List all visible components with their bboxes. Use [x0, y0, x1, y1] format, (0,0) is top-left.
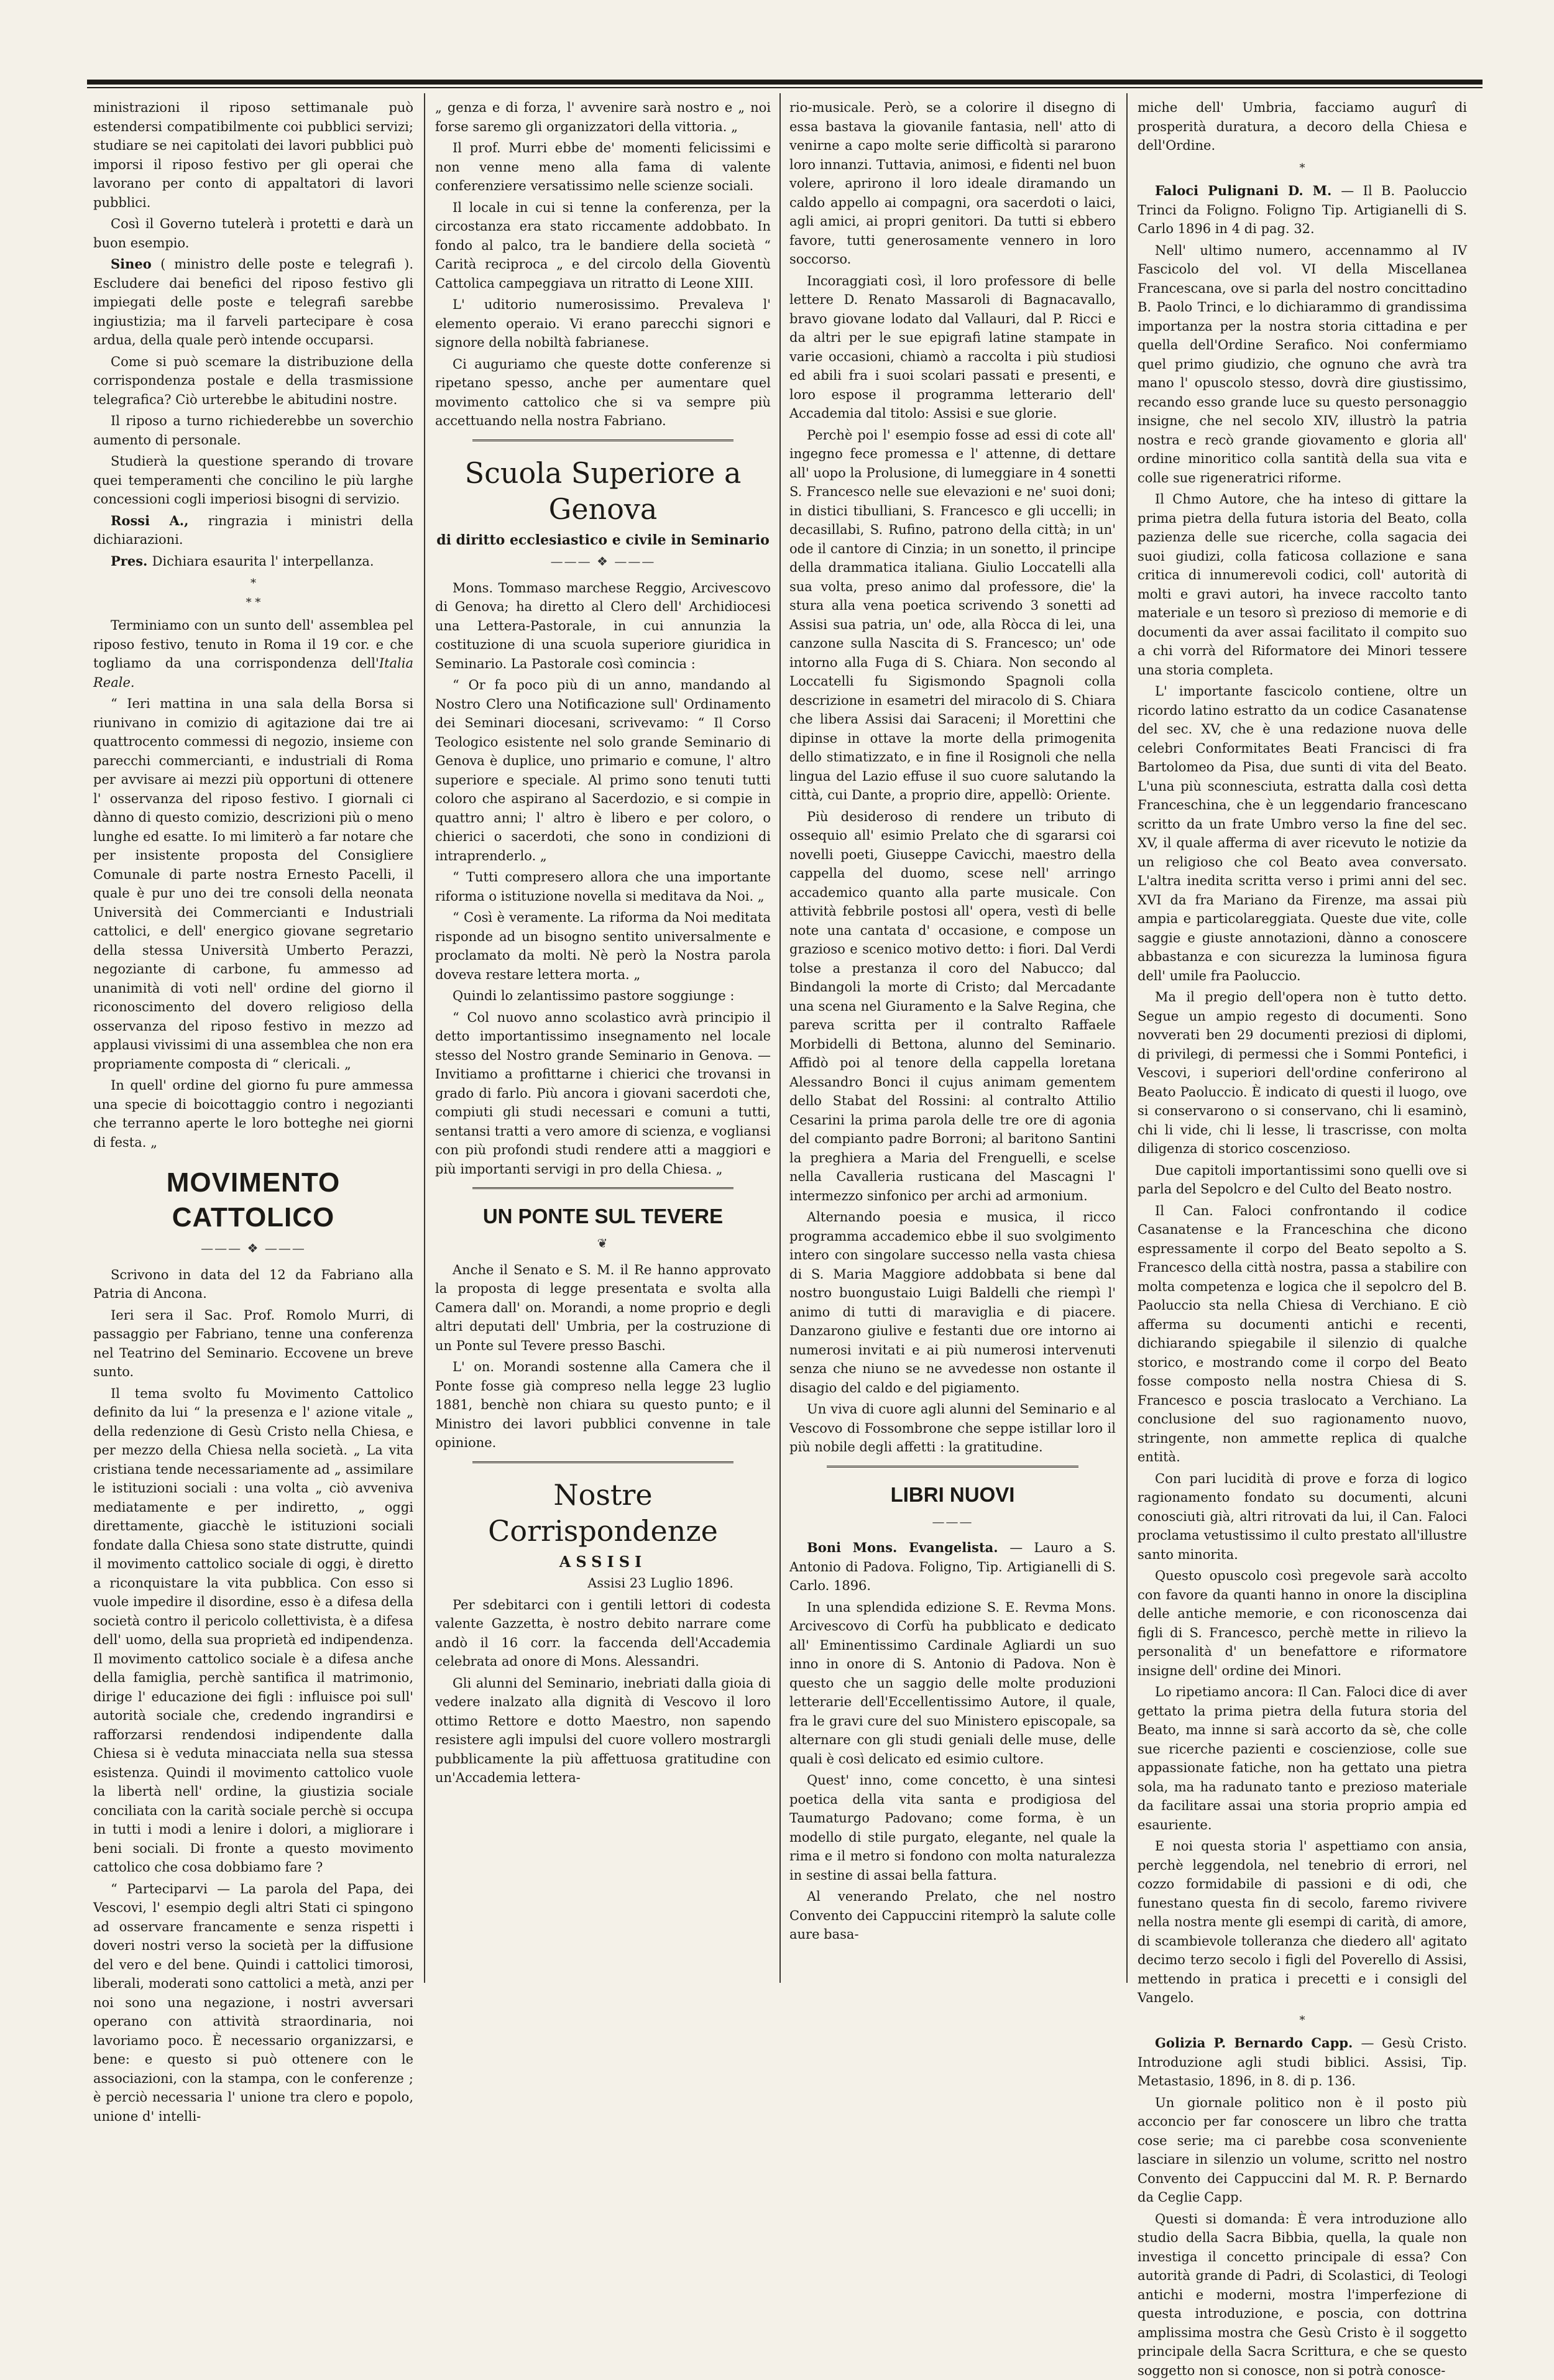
paragraph-text: In una splendida edizione S. E. Revma Mons. Arcivescovo di Corfù ha pubblicato e dedicato all' Eminentissimo Cardinale Agliardi un suo inno in onore di S. Antonio di Padova. Non è questo che un saggio delle molte produzioni letterarie dell'Eccellentissimo Autore, il quale, fra le gravi cure del suo Ministero episcopale, sa alternare con gli studi geniali delle muse, delle quali è così delicato ed esimio cultore.: [789, 1600, 1116, 1767]
paragraph-text: ( ministro delle poste e telegrafi ). Escludere dai benefici del riposo festivo gli impiegati delle poste e telegrafi sarebbe ingiustizia; ma il farveli partecipare è cosa ardua, della quale però intende occuparsi.: [93, 257, 413, 347]
article-paragraph: [435, 1596, 771, 1671]
paragraph-text: rio-musicale. Però, se a colorire il disegno di essa bastava la giovanile fantasia, nell' atto di venirne a capo molte serie difficoltà si pararono loro innanzi. Tuttavia, animosi, e fidenti nel buon volere, aprirono il loro ideale diramando un caldo appello ai compagni, ora sacerdoti o laici, agli amici, ai propri genitori. Da tutti si ebbero favore, tutti generosamente vennero in loro soccorso.: [789, 100, 1116, 267]
article-paragraph: [93, 452, 413, 509]
article-paragraph: [93, 98, 413, 212]
ornament-icon: ❦: [435, 1234, 771, 1253]
paragraph-text: — Lauro a S. Antonio di Padova. Foligno, Tip. Artigianelli di S. Carlo. 1896.: [789, 1540, 1116, 1593]
paragraph-text: Un giornale politico non è il posto più acconcio per far conoscere un libro che tratta cose serie; ma ci parebbe cosa sconveniente lasciare in silenzio un volume, scritto nel nostro Convento dei Cappuccini dal M. R. P. Bernardo da Ceglie Capp.: [1138, 2095, 1467, 2205]
paragraph-text: Al venerando Prelato, che nel nostro Convento dei Cappuccini ritemprò la salute colle aure basa-: [789, 1889, 1116, 1942]
column-divider: [1126, 93, 1128, 1983]
section-divider: [472, 1187, 733, 1189]
section-heading: MOVIMENTO CATTOLICO: [93, 1165, 413, 1235]
section-heading: Scuola Superiore a Genova: [435, 455, 771, 527]
article-paragraph: [789, 1400, 1116, 1457]
section-heading: LIBRI NUOVI: [789, 1481, 1116, 1509]
article-paragraph: [789, 1771, 1116, 1885]
column-1: [93, 98, 413, 1975]
paragraph-text: Alternando poesia e musica, il ricco programma accademico ebbe il suo svolgimento intero con singolare successo nella vasta chiesa di S. Maria Maggiore addobbata si bene dal nostro buongustaio Luigi Baldelli che riempì l' animo di tutti di maraviglia e di piacere. Danzarono giulive e festanti due ore intorno ai numerosi invitati e ai più numerosi intervenuti senza che niuno se ne avvedesse non ostante il disagio del caldo e del pigiamento.: [789, 1210, 1116, 1395]
paragraph-text: Ci auguriamo che queste dotte conferenze si ripetano spesso, anche per aumentare quel movimento cattolico che si va sempre più accettuando nella nostra Fabriano.: [435, 357, 771, 429]
paragraph-text: Incoraggiati così, il loro professore di belle lettere D. Renato Massaroli di Bagnacavallo, bravo giovane lodato dal Vallauri, dal P. Ricci e da altri per le sue epigrafi latine stampate in varie occasioni, chiamò a raccolta i più studiosi ed abili fra i suoi scolari passati e presenti, e loro espose il programma letterario dell' Accademia dal titolo: Assisi e sue glorie.: [789, 273, 1116, 421]
article-paragraph: [93, 694, 413, 1073]
paragraph-text: Terminiamo con un sunto dell' assemblea pel riposo festivo, tenuto in Roma il 19 cor. e che togliamo da una corrispondenza dell': [93, 618, 413, 671]
article-paragraph: [789, 98, 1116, 269]
column-4: [1138, 98, 1467, 1975]
article-paragraph: [435, 676, 771, 865]
paragraph-text: Il riposo a turno richiederebbe un soverchio aumento di personale.: [93, 413, 413, 448]
article-paragraph: [435, 1008, 771, 1179]
asterism-separator: *: [1138, 159, 1467, 178]
article-paragraph: [1138, 241, 1467, 488]
paragraph-text: E noi questa storia l' aspettiamo con ansia, perchè leggendola, nel tenebrio di errori, nel cozzo formidabile di passioni e di odi, che funestano questa fin di secolo, faremo rivivere nella nostra mente gli esempi di carità, di amore, di scambievole tolleranza che diedero all' agitato decimo terzo secolo i figli del Poverello di Assisi, mettendo in pratica i precetti e i consigli del Vangelo.: [1138, 1839, 1467, 2005]
section-divider: [827, 1466, 1078, 1468]
paragraph-text: Perchè poi l' esempio fosse ad essi di cote all' ingegno fece promessa e l' attenne, di dettare all' uopo la Prolusione, di lumeggiare in 4 sonetti S. Francesco nelle sue elevazioni e ne' suoi doni; in distici tibulliani, S. Francesco e gli uccelli; in decasillabi, S. Rufino, patrono della città; in un' ode il cantore di Cinzia; in un sonetto, il principe della drammatica italiana. Giulio Loccatelli alla sua volta, preso animo dal professore, die' la stura alla vena poetica scrivendo 3 sonetti ad Assisi sua patria, un' ode, alla Ròcca di lei, una canzone sulla Nascita di S. Francesco; un' ode intorno alla Fuga di S. Chiara. Non secondo al Loccatelli fu Sigismondo Spagnoli colla descrizione in esametri del miracolo di S. Chiara che libera Assisi dai Saraceni; il Morettini che dipinse in ottave la morte della primogenita dello stimatizzato, e in fine il Rosignoli che nella lingua del Lazio effuse il suo cuore salutando la città, cui Dante, a proprio dire, appellò: Oriente.: [789, 428, 1116, 803]
paragraph-text: Con pari lucidità di prove e forza di logico ragionamento fondato su documenti, alcuni conosciuti già, altri ritrovati da lui, il Can. Faloci proclama vetustissimo il culto prestato all'illustre santo minorita.: [1138, 1471, 1467, 1562]
paragraph-text: “ Così è veramente. La riforma da Noi meditata risponde ad un bisogno sentito universalmente e proclamato da molti. Nè però la Nostra parola doveva restare lettera morta. „: [435, 910, 771, 982]
article-paragraph: [93, 1076, 413, 1152]
section-heading: UN PONTE SUL TEVERE: [435, 1203, 771, 1230]
top-rule: [87, 80, 1483, 85]
article-paragraph: [789, 1538, 1116, 1596]
article-paragraph: [93, 1266, 413, 1303]
section-divider: [472, 439, 733, 441]
article-paragraph: [789, 1208, 1116, 1397]
paragraph-text: L' on. Morandi sostenne alla Camera che il Ponte fosse già compreso nella legge 23 luglio 1881, benchè non chiara su questo punto; e il Ministro dei lavori pubblici convenne in tale opinione.: [435, 1359, 771, 1450]
paragraph-text: Il Can. Faloci confrontando il codice Casanatense e la Franceschina che dicono espressamente il corpo del Beato sepolto a S. Francesco della città nostra, passa a stabilire con molta competenza e logica che il sepolcro del B. Paoluccio sta nella Chiesa di Verchiano. E ciò afferma su documenti antichi e recenti, dichiarando spiegabile il silenzio di qualche storico, e mostrando come il corpo del Beato fosse composto nella nostra Chiesa di S. Francesco e poscia traslocato a Verchiano. La conclusione del suo ragionamento nuovo, stringente, non ammette replica di qualche entità.: [1138, 1203, 1467, 1465]
paragraph-text: Il prof. Murri ebbe de' momenti felicissimi e non venne meno alla fama di valente conferenziere versatissimo nelle scienze sociali.: [435, 140, 771, 193]
article-paragraph: [789, 1598, 1116, 1769]
article-paragraph: [435, 1261, 771, 1356]
paragraph-text: Nell' ultimo numero, accennammo al IV Fascicolo del vol. VI della Miscellanea Francescana, ove si parla del nostro concittadino B. Paolo Trinci, e lo dichiarammo di grandissima importanza per la nostra storia cittadina e per quella dell'Ordine Serafico. Noi confermiamo quel primo giudizio, che ognuno che avrà tra mano l' opuscolo stesso, dovrà dire giustissimo, recando esso grande luce su questo personaggio insigne, che nel secolo XIV, illustrò la patria nostra e recò grande giovamento e gloria all' ordine minoritico colla santità della sua vita e colle sue rigeneratrici riforme.: [1138, 243, 1467, 485]
paragraph-text: Questo opuscolo così pregevole sarà accolto con favore da quanti hanno in onore la disciplina delle antiche memorie, e con riconoscenza dai figli di S. Francesco, perchè mette in rilievo la personalità d' un benefattore e riformatore insigne dell' ordine dei Minori.: [1138, 1568, 1467, 1678]
paragraph-text: Il locale in cui si tenne la conferenza, per la circostanza era stato riccamente addobbato. In fondo al palco, tra le bandiere della società “ Carità reciproca „ e del circolo della Gioventù Cattolica campeggiava un ritratto di Leone XIII.: [435, 200, 771, 291]
article-paragraph: [93, 411, 413, 449]
section-subheading: di diritto ecclesiastico e civile in Seminario: [435, 531, 771, 550]
article-paragraph: [1138, 2210, 1467, 2380]
paragraph-text: Gli alunni del Seminario, inebriati dalla gioia di vedere inalzato alla dignità di Vescovo il loro ottimo Rettore e dotto Maestro, non sapendo resistere agli impulsi del cuore vollero mostrargli pubblicamente la più affettuosa gratitudine con un'Accademia lettera-: [435, 1676, 771, 1786]
asterism-separator: *: [1138, 2011, 1467, 2031]
article-paragraph: [93, 1306, 413, 1382]
article-paragraph: [93, 1384, 413, 1877]
article-paragraph: [93, 1880, 413, 2126]
article-paragraph: [789, 272, 1116, 423]
paragraph-text: „ genza e di forza, l' avvenire sarà nostro e „ noi forse saremo gli organizzatori della vittoria. „: [435, 100, 771, 134]
paragraph-text: ringrazia i ministri della dichiarazioni.: [93, 513, 413, 548]
dateline-date: Assisi 23 Luglio 1896.: [435, 1574, 733, 1593]
paragraph-text: Mons. Tommaso marchese Reggio, Arcivescovo di Genova; ha diretto al Clero dell' Archidiocesi una Lettera-Pastorale, in cui annunzia la costituzione di una scuola superiore giuridica in Seminario. La Pastorale così comincia :: [435, 581, 771, 671]
paragraph-text: Ma il pregio dell'opera non è tutto detto. Segue un ampio regesto di documenti. Sono novverati ben 29 documenti preziosi di diplomi, di privilegi, di permessi che i Sommi Pontefici, i Vescovi, i superiori dell'ordine conferirono al Beato Paoluccio. È indicato di questi il luogo, ove si conservarono o si conservano, chi li esaminò, chi li vide, chi li lesse, li trascrisse, con molta diligenza di storico coscenzioso.: [1138, 990, 1467, 1156]
paragraph-text: ministrazioni il riposo settimanale può estendersi compatibilmente coi pubblici servizi; studiare se nei capitolati dei lavori pubblici può imporsi il riposo festivo per gli operai che lavorano per conto di appaltatori di lavori pubblici.: [93, 100, 413, 210]
paragraph-text: “ Tutti compresero allora che una importante riforma o istituzione novella si meditava da Noi. „: [435, 870, 771, 904]
paragraph-text: Ieri sera il Sac. Prof. Romolo Murri, di passaggio per Fabriano, tenne una conferenza nel Teatrino del Seminario. Eccovene un breve sunto.: [93, 1308, 413, 1380]
section-heading: Nostre Corrispondenze: [435, 1477, 771, 1549]
column-2: [435, 98, 771, 1975]
ornament-icon: ——— ❖ ———: [435, 552, 771, 571]
paragraph-text: L' importante fascicolo contiene, oltre un ricordo latino estratto da un codice Casanatense del sec. XV, che è una redazione nuova delle celebri Conformitates Beati Francisci di fra Bartolomeo da Pisa, due sunti di vita del Beato. L'una più sconnesciuta, estratta dalla così detta Franceschina, che è un leggendario francescano scritto da un frate Umbro verso la fine del sec. XV, il quale afferma di aver ricevuto le notizie da un religioso che col Beato avea conversato. L'altra inedita scritta verso i primi anni del sec. XVI da fra Mariano da Firenze, ma assai più ampia e particolareggiata. Queste due vite, colle saggie e giuste annotazioni, dànno a conoscere abbastanza e con sicurezza la luminosa figura dell' umile fra Paoluccio.: [1138, 684, 1467, 983]
article-paragraph: [435, 868, 771, 906]
article-paragraph: [93, 214, 413, 252]
article-paragraph: [789, 807, 1116, 1206]
article-paragraph: [93, 352, 413, 410]
article-paragraph: [1138, 2034, 1467, 2091]
article-paragraph: [435, 1674, 771, 1788]
article-paragraph: [789, 1887, 1116, 1944]
article-paragraph: [1138, 1161, 1467, 1199]
paragraph-text: Quindi lo zelantissimo pastore soggiunge :: [453, 988, 734, 1003]
paragraph-text: Due capitoli importantissimi sono quelli ove si parla del Sepolcro e del Culto del Beato nostro.: [1138, 1163, 1467, 1197]
paragraph-text: “ Or fa poco più di un anno, mandando al Nostro Clero una Notificazione sull' Ordinamento dei Seminari diocesani, scrivevamo: “ Il Corso Teologico esistente nel solo grande Seminario di Genova è duplice, uno primario e comune, l' altro superiore e speciale. Al primo sono tenuti tutti coloro che aspirano al Sacerdozio, e si compie in quattro anni; l' altro è libero e per coloro, o chierici o sacerdoti, che sono in condizioni di intraprenderlo. „: [435, 678, 771, 863]
publication-name: Italia Reale.: [93, 656, 413, 690]
column-divider: [424, 93, 425, 1983]
article-paragraph: [435, 355, 771, 431]
article-paragraph: [1138, 1566, 1467, 1680]
paragraph-text: Lo ripetiamo ancora: Il Can. Faloci dice di aver gettato la prima pietra della futura storia del Beato, ma innne si sarà accorto da sè, che colle sue ricerche pazienti e coscienziose, colle sue appassionate fatiche, non ha gettato una pietra sola, ma ha radunato tanto e prezioso materiale da facilitare assai una storia proprio ampia ed esauriente.: [1138, 1684, 1467, 1832]
paragraph-text: miche dell' Umbria, facciamo augurî di prosperità duratura, a decoro della Chiesa e dell'Ordine.: [1138, 100, 1467, 153]
column-divider: [779, 93, 781, 1983]
author-name: Pres.: [111, 553, 152, 569]
article-paragraph: [435, 98, 771, 136]
article-paragraph: [435, 139, 771, 196]
author-name: Boni Mons. Evangelista.: [807, 1540, 1009, 1555]
paragraph-text: In quell' ordine del giorno fu pure ammessa una specie di boicottaggio contro i negozianti che terranno aperte le loro botteghe nei giorni di festa. „: [93, 1078, 413, 1150]
article-paragraph: [1138, 2093, 1467, 2207]
paragraph-text: L' uditorio numerosissimo. Prevaleva l' elemento operaio. Vi erano parecchi signori e signore della nobiltà fabrianese.: [435, 297, 771, 350]
article-paragraph: [93, 255, 413, 350]
top-rule-thin: [87, 87, 1483, 88]
article-paragraph: [435, 198, 771, 293]
paragraph-text: Così il Governo tutelerà i protetti e darà un buon esempio.: [93, 216, 413, 250]
author-name: Rossi A.,: [111, 513, 208, 528]
paragraph-text: Scrivono in data del 12 da Fabriano alla Patria di Ancona.: [93, 1267, 413, 1302]
paragraph-text: Anche il Senato e S. M. il Re hanno approvato la proposta di legge presentata e svolta alla Camera dall' on. Morandi, a nome proprio e degli altri deputati dell' Umbria, per la costruzione di un Ponte sul Tevere presso Baschi.: [435, 1262, 771, 1353]
paragraph-text: Quest' inno, come concetto, è una sintesi poetica della vita santa e prodigiosa del Taumaturgo Padovano; come forma, è un modello di stile purgato, elegante, nel quale la rima e il metro si fondono con molta naturalezza in sestine di assai bella fattura.: [789, 1773, 1116, 1883]
author-name: Golizia P. Bernardo Capp.: [1155, 2035, 1361, 2051]
article-paragraph: [435, 579, 771, 674]
article-paragraph: [1138, 98, 1467, 155]
paragraph-text: “ Col nuovo anno scolastico avrà principio il detto importantissimo insegnamento nel locale stesso del Nostro grande Seminario in Genova. — Invitiamo a profittarne i chierici che trovansi in grado di farlo. Più ancora i giovani sacerdoti che, compiuti gli studi necessari e comuni a tutti, sentansi tratti a vero amore di scienza, e vogliansi con più profondi studi rendere atti a maggiori e più importanti servigi in pro della Chiesa. „: [435, 1010, 771, 1177]
article-paragraph: [93, 552, 413, 571]
paragraph-text: Questi si domanda: È vera introduzione allo studio della Sacra Bibbia, quella, la quale non investiga il concetto principale di essa? Con autorità grande di Padri, di Scolastici, di Teologi antichi e moderni, mostra l'imperfezione di questa introduzione, e poscia, con dottrina amplissima mostra che Gesù Cristo è il soggetto principale della Sacra Scrittura, e che se questo soggetto non si conosce, non si potrà conosce-: [1138, 2212, 1467, 2378]
paragraph-text: Per sdebitarci con i gentili lettori di codesta valente Gazzetta, è nostro debito narrare come andò il 16 corr. la faccenda dell'Accademia celebrata ad onore di Mons. Alessandri.: [435, 1597, 771, 1670]
dateline-place: ASSISI: [435, 1553, 771, 1572]
page-header-bleedthrough: [559, 55, 995, 70]
paragraph-text: Studierà la questione sperando di trovare quei temperamenti che concilino le più larghe concessioni cogli imperiosi bisogni di servizio.: [93, 454, 413, 507]
section-divider: [472, 1461, 733, 1463]
article-paragraph: [1138, 1683, 1467, 1834]
paragraph-text: Il Chmo Autore, che ha inteso di gittare la prima pietra della futura istoria del Beato, colla pazienza delle sue ricerche, colla sagacia dei suoi giudizi, colla faticosa collazione e sana critica di innumerevoli codici, coll' autorità di molti e gravi autori, ha invece raccolto tanto materiale e un tesoro sì prezioso di memorie e di documenti da aver assai facilitato il compito suo a chi vorrà del Riformatore dei Minori tessere una storia completa.: [1138, 492, 1467, 678]
paragraph-text: — Il B. Paoluccio Trinci da Foligno. Foligno Tip. Artigianelli di S. Carlo 1896 in 4 di pag. 32.: [1138, 183, 1467, 236]
article-paragraph: [93, 512, 413, 549]
article-paragraph: [435, 1358, 771, 1453]
author-name: Faloci Pulignani D. M.: [1155, 183, 1341, 198]
paragraph-text: Dichiara esaurita l' interpellanza.: [152, 554, 374, 569]
article-paragraph: [1138, 1837, 1467, 2008]
paragraph-text: — Gesù Cristo. Introduzione agli studi biblici. Assisi, Tip. Metastasio, 1896, in 8. di p. 136.: [1138, 2036, 1467, 2088]
column-3: [789, 98, 1116, 1975]
ornament-icon: ———: [789, 1512, 1116, 1532]
asterism-separator: * * *: [93, 574, 413, 612]
paragraph-text: “ Ieri mattina in una sala della Borsa si riunivano in comizio di agitazione dai tre ai quattrocento commessi di negozio, insieme con parecchi commercianti, e industriali di Roma per avvisare ai mezzi più opportuni di ottenere l' osservanza del riposo festivo. I giornali ci dànno di questo comizio, descrizioni più o meno lunghe ed esatte. Io mi limiterò a far notare che per insistente proposta del Consigliere Comunale di parte nostra Ernesto Pacelli, il quale è pur uno dei tre consoli della neonata Università dei Commercianti e Industriali cattolici, e dell' energico giovane segretario della stessa Università Umberto Perazzi, negoziante di carbone, fu ammesso ad unanimità di voti nell' ordine del giorno il riconoscimento del dovero religioso della osservanza del riposo festivo in mezzo ad applausi vivissimi di una assemblea che non era propriamente composta di “ clericali. „: [93, 696, 413, 1072]
article-paragraph: [1138, 490, 1467, 679]
paragraph-text: “ Parteciparvi — La parola del Papa, dei Vescovi, l' esempio degli altri Stati ci spingono ad osservare francamente e senza rispetti i doveri nostri verso la società per la diffusione del vero e del bene. Quindi i cattolici timorosi, liberali, moderati sono cattolici a metà, anzi per noi sono una negazione, i nostri avversari operano con attività straordinaria, noi lavoriamo poco. È necessario organizzarsi, e bene: e questo si può ottenere con le associazioni, con la stampa, con le conferenze ; è perciò necessaria l' unione tra clero e popolo, unione d' intelli-: [93, 1881, 413, 2124]
paragraph-text: Più desideroso di rendere un tributo di ossequio all' esimio Prelato che di sgararsi coi novelli poeti, Giuseppe Cavicchi, maestro della cappella del duomo, scese nell' arringo accademico quanto alla parte musicale. Con attività febbrile postosi all' opera, vestì di belle note una cantata d' occasione, e compose un grazioso e scenico motivo detto: i fiori. Dal Verdi tolse a prestanza il coro del Nabucco; dal Bindangoli la morte di Cristo; dal Mercadante una scena nel Giuramento e la Salve Regina, che pareva scritta per il contralto Raffaele Morbidelli di Bettona, alunno del Seminario. Affidò poi al tenore della cappella loretana Alessandro Bonci il cujus animam gementem dello Stabat del Rossini: al contralto Attilio Cesarini la prima parola delle tre ore di agonia del compianto padre Borroni; al baritono Santini la preghiera a Maria del Frenguelli, e scelse nella Cavalleria rusticana del Mascagni l' intermezzo sinfonico per archi ad armonium.: [789, 809, 1116, 1203]
article-paragraph: [1138, 682, 1467, 985]
paragraph-text: Come si può scemare la distribuzione della corrispondenza postale e della trasmissione telegrafica? Ciò urterebbe le abitudini nostre.: [93, 354, 413, 407]
paragraph-text: Un viva di cuore agli alunni del Seminario e al Vescovo di Fossombrone che seppe istillar loro il più nobile degli affetti : la gratitudine.: [789, 1402, 1116, 1454]
article-paragraph: [435, 295, 771, 352]
article-paragraph: [93, 616, 413, 692]
article-paragraph: [1138, 1469, 1467, 1564]
ornament-icon: ——— ❖ ———: [93, 1239, 413, 1258]
article-paragraph: [1138, 988, 1467, 1159]
paragraph-text: Il tema svolto fu Movimento Cattolico definito da lui “ la presenza e l' azione vitale „ della redenzione di Gesù Cristo nella Chiesa, e per mezzo della Chiesa nella società. „ La vita cristiana tende necessariamente ad „ assimilare le istituzioni sociali : una volta „ ciò avveniva mediatamente e per indiretto, „ oggi direttamente, giacchè le istituzioni sociali fondate dalla Chiesa sono state distrutte, quindi il movimento cattolico sociale di oggi, è diretto a riconquistare la vita pubblica. Con esso si vuole impedire il disordine, esso è a difesa della società contro il pericolo collettivista, è a difesa dell' uomo, della sua proprietà ed indipendenza. Il movimento cattolico sociale è a difesa anche della famiglia, perchè santifica il matrimonio, dirige l' educazione dei figli : influisce poi sull' autorità sociale che, credendo ingrandirsi e rafforzarsi rendendosi indipendente dalla Chiesa si è veduta minacciata nella sua stessa esistenza. Quindi il movimento cattolico vuole la libertà nell' ordine, la giustizia sociale conciliata con la carità sociale perchè si occupa in tutti i modi a lenire i dolori, a migliorare i beni sociali. Di fronte a questo movimento cattolico che cosa dobbiamo fare ?: [93, 1386, 413, 1875]
article-paragraph: [1138, 181, 1467, 239]
article-paragraph: [789, 426, 1116, 805]
author-name: Sineo: [111, 256, 160, 272]
article-paragraph: [435, 908, 771, 984]
article-paragraph: [1138, 1201, 1467, 1467]
article-paragraph: [435, 986, 771, 1006]
